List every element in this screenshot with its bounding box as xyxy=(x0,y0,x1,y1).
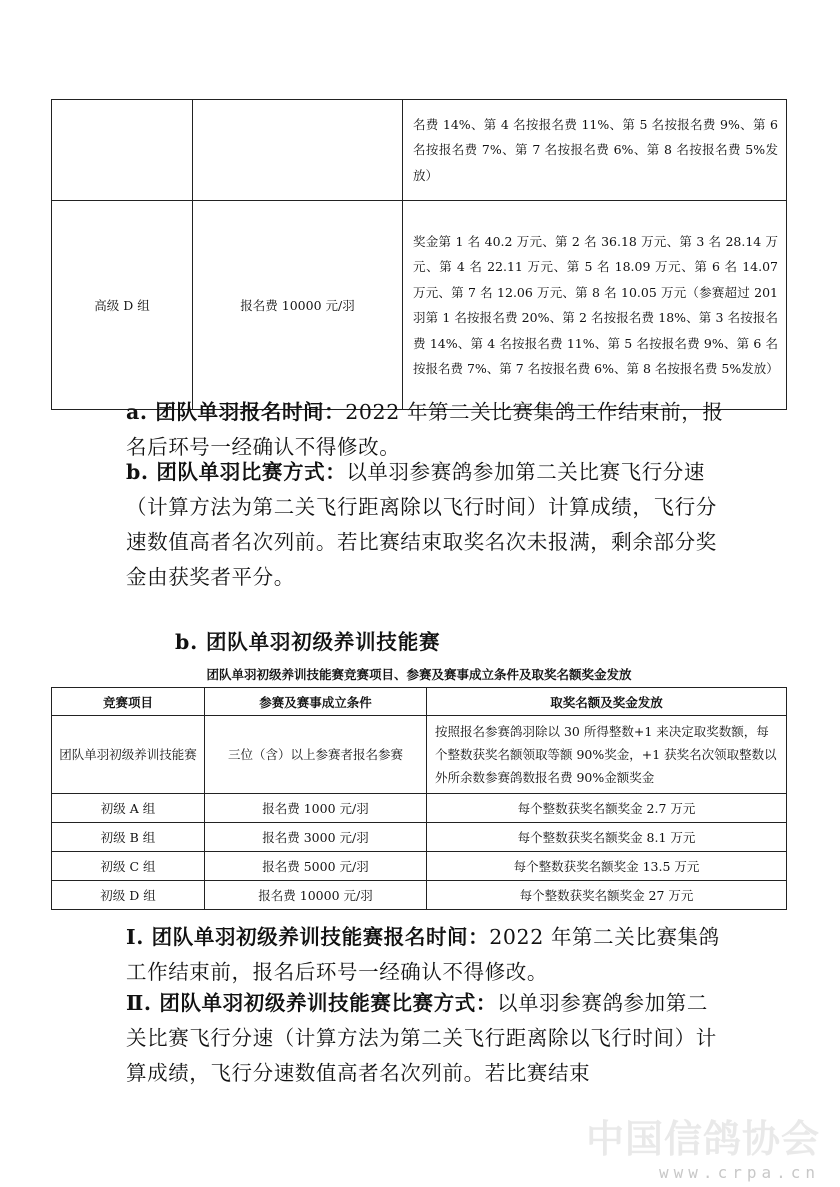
beginner-prize-table xyxy=(51,687,787,910)
condition-cell: 三位（含）以上参赛者报名参赛 xyxy=(205,716,427,794)
competition-method-paragraph xyxy=(126,455,726,595)
group-cell: 高级 D 组 xyxy=(52,201,193,410)
table-row xyxy=(52,852,787,881)
paragraph-text: 2022 年第二关比赛集鸽工作结束前，报名后环号一经确认不得修改。 xyxy=(126,925,720,984)
prize-cell: 每个整数获奖名额奖金 13.5 万元 xyxy=(427,852,787,881)
fee-cell: 报名费 5000 元/羽 xyxy=(205,852,427,881)
group-cell: 初级 B 组 xyxy=(52,823,205,852)
item-cell: 团队单羽初级养训技能赛 xyxy=(52,716,205,794)
table-caption: 团队单羽初级养训技能赛竞赛项目、参赛及赛事成立条件及取奖名额奖金发放 xyxy=(206,667,632,682)
watermark-name: 中国信鸽协会 xyxy=(585,1117,820,1161)
fee-cell: 报名费 1000 元/羽 xyxy=(205,794,427,823)
header-cell: 竞赛项目 xyxy=(52,688,205,716)
prize-cell: 名费 14%、第 4 名按报名费 11%、第 5 名按报名费 9%、第 6 名按报名费 7%、第 7 名按报名费 6%、第 8 名按报名费 5%发放） xyxy=(403,100,787,201)
paragraph-lead: b. 团队单羽比赛方式： xyxy=(126,460,347,484)
group-cell xyxy=(52,100,193,201)
header-cell: 取奖名额及奖金发放 xyxy=(427,688,787,716)
fee-cell: 报名费 3000 元/羽 xyxy=(205,823,427,852)
prize-cell: 每个整数获奖名额奖金 27 万元 xyxy=(427,881,787,910)
section-heading: b. 团队单羽初级养训技能赛 xyxy=(175,630,441,654)
beginner-registration-time-paragraph xyxy=(126,920,726,990)
prize-cell: 奖金第 1 名 40.2 万元、第 2 名 36.18 万元、第 3 名 28.14 万元、第 4 名 22.11 万元、第 5 名 18.09 万元、第 6 名 14.07 万元、第 7 名 12.06 万元、第 8 名 10.05 万元（参赛超过 201 羽第 1 名按报名费 20%、第 2 名按报名费 18%、第 3 名按报名费 14%、第 4 名按报名费 11%、第 5 名按报名费 9%、第 6 名按报名费 7%、第 7 名按报名费 6%、第 8 名按报名费 5%发放） xyxy=(403,201,787,410)
group-cell: 初级 A 组 xyxy=(52,794,205,823)
prize-cell: 每个整数获奖名额奖金 2.7 万元 xyxy=(427,794,787,823)
prize-table-continued xyxy=(51,99,787,410)
prize-cell: 每个整数获奖名额奖金 8.1 万元 xyxy=(427,823,787,852)
group-cell: 初级 C 组 xyxy=(52,852,205,881)
table-row xyxy=(52,716,787,794)
paragraph-lead: Ⅰ. 团队单羽初级养训技能赛报名时间： xyxy=(126,925,490,949)
table-row xyxy=(52,823,787,852)
fee-cell: 报名费 10000 元/羽 xyxy=(205,881,427,910)
table-row xyxy=(52,201,787,410)
paragraph-text: 2022 年第二关比赛集鸽工作结束前，报名后环号一经确认不得修改。 xyxy=(126,400,724,459)
paragraph-lead: Ⅱ. 团队单羽初级养训技能赛比赛方式： xyxy=(126,991,497,1015)
fee-cell: 报名费 10000 元/羽 xyxy=(193,201,403,410)
header-cell: 参赛及赛事成立条件 xyxy=(205,688,427,716)
beginner-competition-method-paragraph xyxy=(126,986,726,1091)
table-row xyxy=(52,100,787,201)
rule-cell: 按照报名参赛鸽羽除以 30 所得整数+1 来决定取奖数额，每个整数获奖名额领取等额 90%奖金，+1 获奖名次领取整数以外所余数参赛鸽数报名费 90%金额奖金 xyxy=(427,716,787,794)
paragraph-text: 以单羽参赛鸽参加第二关比赛飞行分速（计算方法为第二关飞行距离除以飞行时间）计算成绩，飞行分速数值高者名次列前。若比赛结束取奖名次未报满，剩余部分奖金由获奖者平分。 xyxy=(126,460,717,589)
table-header-row xyxy=(52,688,787,716)
watermark xyxy=(586,1108,820,1182)
paragraph-lead: a. 团队单羽报名时间： xyxy=(126,400,346,424)
table-row xyxy=(52,794,787,823)
fee-cell xyxy=(193,100,403,201)
watermark-url: www.crpa.cn xyxy=(659,1163,820,1182)
group-cell: 初级 D 组 xyxy=(52,881,205,910)
table-row xyxy=(52,881,787,910)
paragraph-text: 以单羽参赛鸽参加第二关比赛飞行分速（计算方法为第二关飞行距离除以飞行时间）计算成绩，飞行分速数值高者名次列前。若比赛结束 xyxy=(126,991,717,1085)
